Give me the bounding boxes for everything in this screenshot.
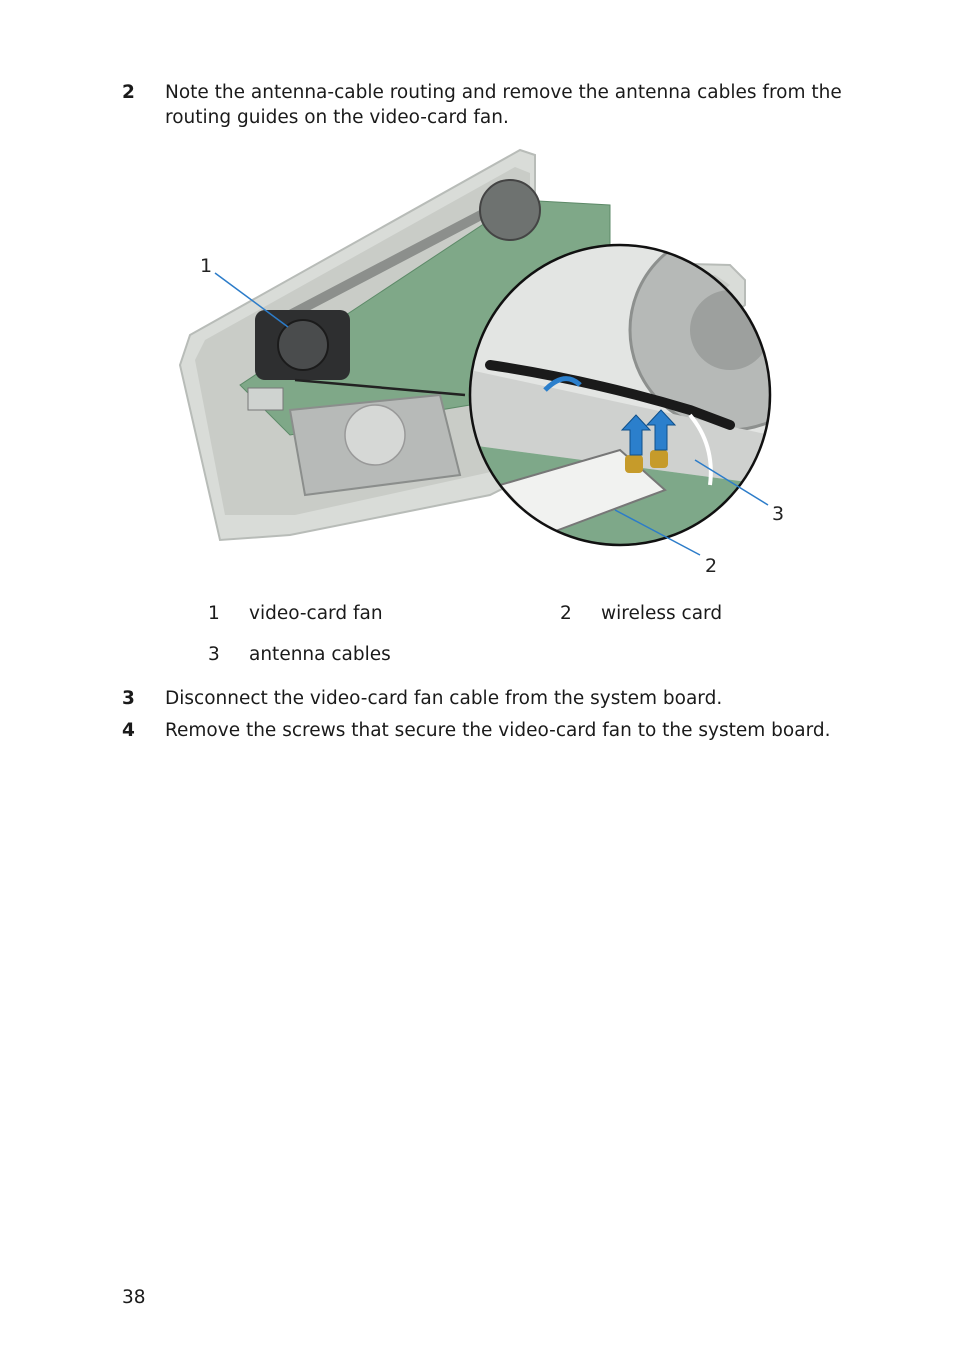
laptop-illustration [170,145,800,585]
step-text: Disconnect the video-card fan cable from the system board. [165,688,723,709]
page-number: 38 [122,1287,146,1308]
step-number: 3 [122,688,135,709]
callout-2: 2 [705,555,718,577]
step-number: 2 [122,82,135,103]
legend-number: 2 [560,603,572,624]
legend-label: antenna cables [249,644,391,665]
cpu-fan [480,180,540,240]
callout-3: 3 [772,503,785,525]
hard-drive-platter [345,405,405,465]
step-text: Remove the screws that secure the video-card fan to the system board. [165,720,831,741]
legend-label: video-card fan [249,603,383,624]
callout-1: 1 [200,255,213,277]
video-card-fan-rotor [278,320,328,370]
step-number: 4 [122,720,135,741]
wireless-card-small [248,388,283,410]
video-card-fan-diagram [170,145,800,585]
step-text: Note the antenna-cable routing and remove the antenna cables from the routing guides on the video-card fan. [165,82,842,128]
legend-number: 1 [208,603,220,624]
legend-label: wireless card [601,603,723,624]
legend-number: 3 [208,644,220,665]
